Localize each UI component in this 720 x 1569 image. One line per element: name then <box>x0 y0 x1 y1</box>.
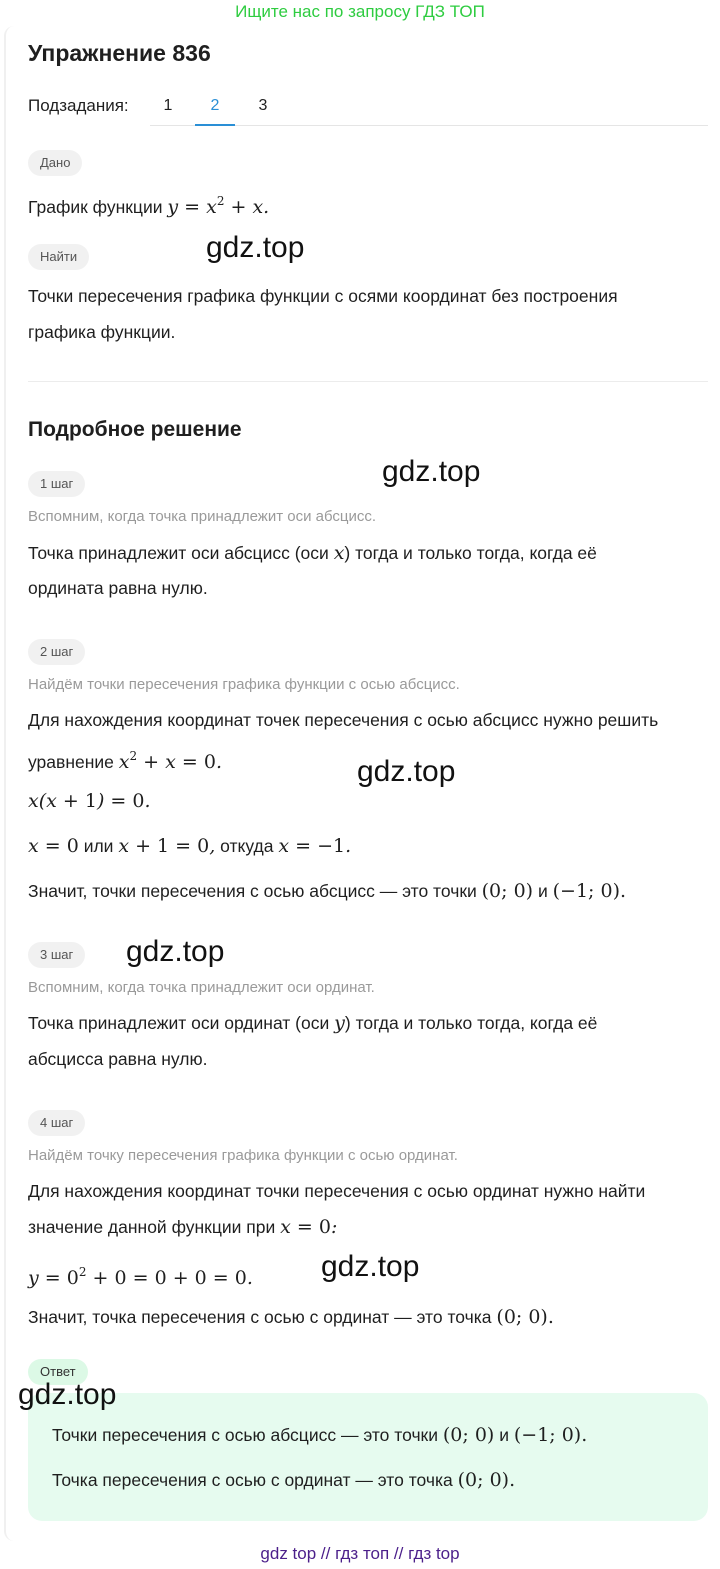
answer-chip: Ответ <box>28 1359 88 1385</box>
subtask-tab-2[interactable]: 2 <box>195 86 235 126</box>
given-text: График функции $y = x^2 + x$. <box>28 194 270 218</box>
solution-title: Подробное решение <box>28 418 242 441</box>
step-4-eq: $y = 0^2 + 0 = 0 + 0 = 0$. <box>28 1265 253 1289</box>
step-3-hint: Вспомним, когда точка принадлежит оси ординат. <box>28 979 375 996</box>
subtask-tab-1[interactable]: 1 <box>163 97 173 114</box>
watermark: gdz.top <box>206 231 305 264</box>
given-chip: Дано <box>28 150 82 176</box>
step-4-line-2: значение данной функции при x = 0: <box>28 1216 338 1238</box>
step-4-chip: 4 шаг <box>28 1110 85 1136</box>
subtasks-label: Подзадания: <box>28 96 129 115</box>
page-title: Упражнение 836 <box>28 40 211 66</box>
step-2-eq-1: x(x + 1) = 0. <box>28 790 151 812</box>
step-2-line-1: Для нахождения координат точек пересечения с осью абсцисс нужно решить <box>28 710 659 730</box>
step-4-line-1: Для нахождения координат точки пересечения с осью ординат нужно найти <box>28 1181 646 1201</box>
step-3-line-1: Точка принадлежит оси ординат (оси y) тогда и только тогда, когда её <box>28 1012 598 1034</box>
subtask-tab-3[interactable]: 3 <box>258 97 268 114</box>
find-chip: Найти <box>28 244 89 270</box>
footer-links[interactable]: gdz top // гдз топ // гдз top <box>260 1544 460 1563</box>
step-2-eq-2: x = 0 или x + 1 = 0, откуда x = −1. <box>28 835 352 857</box>
watermark: gdz.top <box>126 935 225 968</box>
find-line-1: Точки пересечения графика функции с осями координат без построения <box>28 286 618 306</box>
step-4-hint: Найдём точку пересечения графика функции с осью ординат. <box>28 1147 458 1164</box>
answer-box <box>28 1393 708 1521</box>
step-1-line-2: ордината равна нулю. <box>28 578 208 598</box>
watermark: gdz.top <box>321 1250 420 1283</box>
step-1-chip: 1 шаг <box>28 471 85 497</box>
step-1-hint: Вспомним, когда точка принадлежит оси абсцисс. <box>28 508 377 525</box>
step-4-conclusion: Значит, точка пересечения с осью с ординат — это точка (0; 0). <box>28 1306 554 1328</box>
step-2-hint: Найдём точки пересечения графика функции с осью абсцисс. <box>28 676 460 693</box>
find-line-2: графика функции. <box>28 322 176 342</box>
step-2-line-2: уравнение $x^2 + x = 0$. <box>28 749 222 773</box>
watermark: gdz.top <box>382 455 481 488</box>
watermark: gdz.top <box>18 1378 117 1411</box>
answer-line-1: Точки пересечения с осью абсцисс — это точки (0; 0) и (−1; 0). <box>52 1424 588 1446</box>
step-3-chip: 3 шаг <box>28 942 85 968</box>
step-2-conclusion: Значит, точки пересечения с осью абсцисс — это точки (0; 0) и (−1; 0). <box>28 880 627 902</box>
step-2-chip: 2 шаг <box>28 639 85 665</box>
step-1-line-1: Точка принадлежит оси абсцисс (оси x) тогда и только тогда, когда её <box>28 542 597 564</box>
watermark: gdz.top <box>357 755 456 788</box>
section-divider <box>28 381 708 382</box>
step-3-line-2: абсцисса равна нулю. <box>28 1049 208 1069</box>
given-formula: $y = x^2 + x$. <box>167 194 270 218</box>
top-banner: Ищите нас по запросу ГДЗ ТОП <box>235 2 485 21</box>
answer-line-2: Точка пересечения с осью с ординат — это точка (0; 0). <box>52 1469 516 1491</box>
